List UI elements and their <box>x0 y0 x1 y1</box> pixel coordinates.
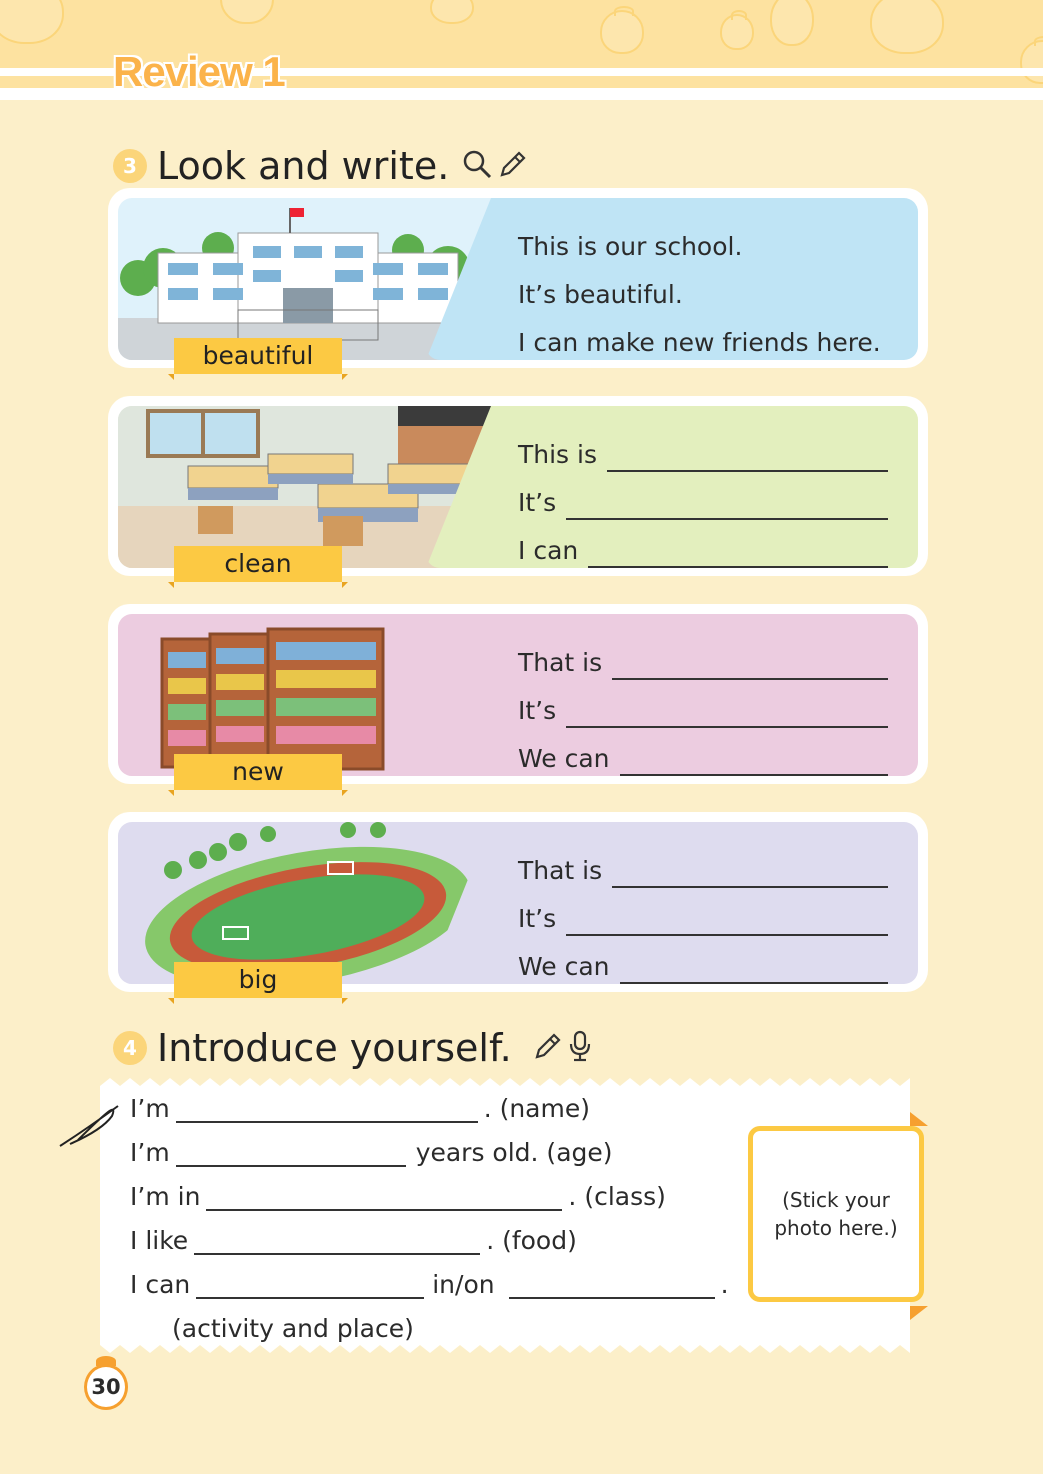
strawberry-decoration <box>720 14 754 50</box>
exercise-card-big <box>108 812 928 992</box>
sentence-line <box>518 216 888 264</box>
sentence-line <box>518 520 888 568</box>
answer-blank[interactable] <box>566 492 888 520</box>
exercise-card-clean <box>108 396 928 576</box>
pencil-icon <box>497 148 529 184</box>
strawberry-decoration <box>220 0 274 24</box>
intro-text: . (food) <box>486 1226 577 1255</box>
intro-text: I’m <box>130 1138 170 1167</box>
intro-line-age <box>130 1138 613 1167</box>
intro-line-name <box>130 1094 590 1123</box>
place-blank[interactable] <box>509 1273 715 1299</box>
answer-blank[interactable] <box>612 652 888 680</box>
magnifier-icon <box>461 148 493 184</box>
intro-text: I can <box>130 1270 191 1299</box>
word-label: beautiful <box>174 338 342 374</box>
intro-line-food <box>130 1226 577 1255</box>
section-4-heading <box>113 1026 594 1070</box>
strawberry-decoration <box>870 0 944 54</box>
exercise-card-beautiful <box>108 188 928 368</box>
section-3-heading <box>113 144 529 188</box>
sentence-text: That is <box>518 648 603 677</box>
intro-line-activity <box>130 1270 729 1299</box>
pen-mark-icon <box>58 1100 128 1154</box>
sentence-text: We can <box>518 744 610 773</box>
strawberry-decoration <box>600 10 644 54</box>
sentence-line <box>518 264 888 312</box>
food-blank[interactable] <box>194 1229 480 1255</box>
sentence-text: This is <box>518 440 598 469</box>
intro-text: I like <box>130 1226 189 1255</box>
section-number: 3 <box>113 149 147 183</box>
photo-frame[interactable] <box>748 1126 924 1302</box>
intro-line-class <box>130 1182 666 1211</box>
sentence-text: I can <box>518 536 579 565</box>
strawberry-decoration <box>1020 40 1043 84</box>
intro-hint <box>172 1314 414 1343</box>
answer-blank[interactable] <box>607 444 888 472</box>
microphone-icon <box>566 1029 594 1067</box>
photo-placeholder-text: (Stick your photo here.) <box>774 1188 898 1240</box>
sentence-text: This is our school. <box>518 232 743 261</box>
intro-text: . (class) <box>568 1182 666 1211</box>
answer-blank[interactable] <box>612 860 888 888</box>
section-number: 4 <box>113 1031 147 1065</box>
hint-text: (activity and place) <box>172 1314 414 1343</box>
sentence-line <box>518 840 888 888</box>
sentence-lines <box>518 424 888 568</box>
sentence-text: We can <box>518 952 610 981</box>
sentence-lines <box>518 216 888 360</box>
intro-text: years old. (age) <box>415 1138 613 1167</box>
sentence-line <box>518 312 888 360</box>
sentence-line <box>518 424 888 472</box>
photo-corner <box>910 1306 928 1320</box>
activity-blank[interactable] <box>196 1273 424 1299</box>
sentence-text: It’s <box>518 696 557 725</box>
sentence-lines <box>518 840 888 984</box>
section-title: Introduce yourself. <box>157 1026 512 1070</box>
answer-blank[interactable] <box>588 540 888 568</box>
exercise-card-new <box>108 604 928 784</box>
class-blank[interactable] <box>206 1185 562 1211</box>
intro-text: in/on <box>432 1270 495 1299</box>
age-blank[interactable] <box>176 1141 406 1167</box>
sentence-text: It’s <box>518 904 557 933</box>
answer-blank[interactable] <box>620 748 889 776</box>
intro-text: . <box>720 1270 729 1299</box>
sentence-text: It’s beautiful. <box>518 280 683 309</box>
sentence-lines <box>518 632 888 776</box>
sentence-text: It’s <box>518 488 557 517</box>
sentence-line <box>518 728 888 776</box>
strawberry-decoration <box>0 0 64 44</box>
word-label: clean <box>174 546 342 582</box>
answer-blank[interactable] <box>566 908 888 936</box>
pencil-icon <box>532 1030 564 1066</box>
sentence-line <box>518 936 888 984</box>
word-label: new <box>174 754 342 790</box>
name-blank[interactable] <box>176 1097 478 1123</box>
sentence-line <box>518 680 888 728</box>
strawberry-decoration <box>770 0 814 46</box>
page-number: 30 <box>84 1364 128 1410</box>
answer-blank[interactable] <box>620 956 889 984</box>
sentence-line <box>518 472 888 520</box>
photo-corner <box>910 1112 928 1126</box>
sentence-line <box>518 632 888 680</box>
word-label: big <box>174 962 342 998</box>
intro-text: . (name) <box>483 1094 590 1123</box>
intro-text: I’m <box>130 1094 170 1123</box>
page-title: Review 1 <box>113 48 285 95</box>
answer-blank[interactable] <box>566 700 888 728</box>
strawberry-decoration <box>430 0 474 24</box>
sentence-line <box>518 888 888 936</box>
section-title: Look and write. <box>157 144 450 188</box>
intro-text: I’m in <box>130 1182 201 1211</box>
sentence-text: That is <box>518 856 603 885</box>
sentence-text: I can make new friends here. <box>518 328 881 357</box>
